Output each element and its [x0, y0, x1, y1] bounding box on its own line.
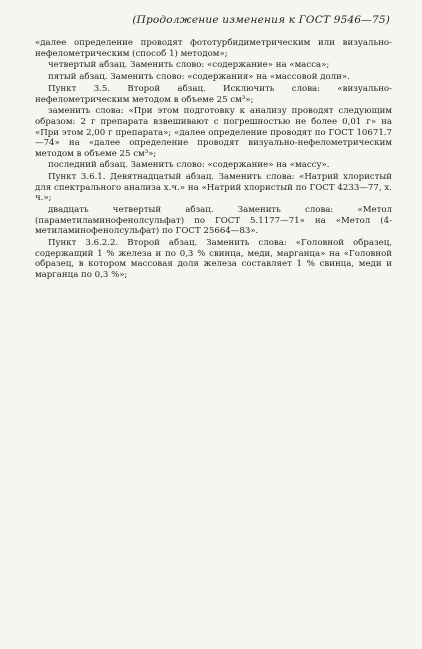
document-body: [35, 38, 392, 282]
paragraph-6: последний абзац. Заменить слово: «содержание» на «массу».: [48, 160, 330, 171]
paragraph-1: «далее определение проводят фототурбидиметрическим или визуально-нефелометрическим (способ 1) методом»;: [35, 38, 392, 59]
paragraph-3: пятый абзац. Заменить слово: «содержания» на «массовой доли».: [48, 72, 350, 83]
paragraph-5: заменить слова: «При этом подготовку к анализу проводят следующим образом: 2 г препарата взвешивают с погрешностью не более 0,01 г» на «При этом 2,00 г препарата»; «далее определение проводят по ГОСТ 10671.7—74» на «далее определение проводят визуально-нефелометрическим методом в объеме 25 см³»;: [35, 106, 392, 159]
paragraph-7: Пункт 3.6.1. Девятнадцатый абзац. Заменить слова: «Натрий хлористый для спектрального анализа х.ч.» на «Натрий хлористый по ГОСТ 4233—77, х. ч.»;: [35, 172, 392, 204]
paragraph-9: Пункт 3.6.2.2. Второй абзац. Заменить слова: «Головной образец, содержащий 1 % железа и по 0,3 % свинца, меди, марганца» на «Головной образец, в котором массовая доля железа составляет 1 % свинца, меди и марганца по 0,3 %»;: [35, 238, 392, 280]
paragraph-4: Пункт 3.5. Второй абзац. Исключить слова: «визуально-нефелометрическим методом в объеме 25 см³»;: [35, 83, 392, 105]
running-header: (Продолжение изменения к ГОСТ 9546—75): [132, 14, 390, 26]
paragraph-2: четвертый абзац. Заменить слово: «содержание» на «масса»;: [48, 60, 330, 71]
paragraph-8: двадцать четвертый абзац. Заменить слова: «Метол (параметиламинофенолсульфат) по ГОСТ 5.1177—71» на «Метол (4-метиламинофенолсульфат) по ГОСТ 25664—83».: [35, 205, 392, 237]
